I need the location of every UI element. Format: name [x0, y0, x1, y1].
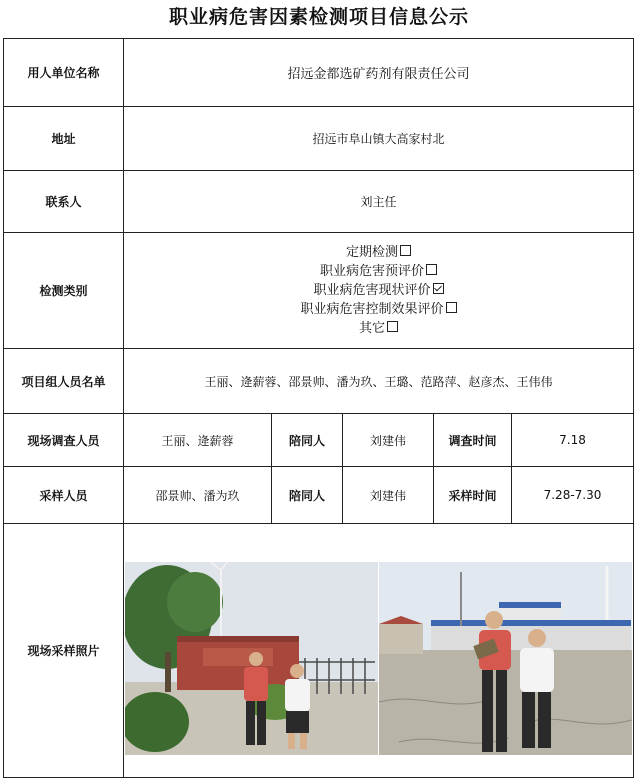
site-photo-yard — [379, 562, 632, 755]
row-photos — [4, 524, 634, 778]
photos-cell — [124, 524, 634, 778]
site-photo-gate — [125, 562, 378, 755]
sampling-label: 采样人员 — [4, 467, 124, 524]
contact-value: 刘主任 — [124, 171, 634, 233]
survey-staff: 王丽、逄薪蓉 — [124, 414, 272, 467]
survey-companion: 刘建伟 — [343, 414, 434, 467]
option-other: 其它 — [128, 319, 629, 338]
checkbox-periodic[interactable] — [400, 245, 411, 256]
detection-type-options — [124, 233, 634, 349]
address-value: 招远市阜山镇大高家村北 — [124, 107, 634, 171]
employer-label: 用人单位名称 — [4, 39, 124, 107]
detection-type-label: 检测类别 — [4, 233, 124, 349]
photos-label: 现场采样照片 — [4, 524, 124, 778]
team-value: 王丽、逄薪蓉、邵景帅、潘为玖、王璐、范路萍、赵彦杰、王伟伟 — [124, 349, 634, 414]
contact-label: 联系人 — [4, 171, 124, 233]
checkbox-control-evaluation[interactable] — [446, 302, 457, 313]
page-title: 职业病危害因素检测项目信息公示 — [168, 6, 469, 28]
row-employer — [4, 39, 634, 107]
row-sampling — [4, 467, 634, 524]
info-table — [3, 38, 634, 778]
sampling-companion: 刘建伟 — [343, 467, 434, 524]
checkbox-pre-evaluation[interactable] — [426, 264, 437, 275]
checkbox-status-evaluation[interactable] — [433, 283, 444, 294]
sampling-time: 7.28-7.30 — [512, 467, 634, 524]
sampling-companion-label: 陪同人 — [272, 467, 343, 524]
survey-time-label: 调查时间 — [434, 414, 512, 467]
photo-strip — [125, 562, 632, 755]
row-team — [4, 349, 634, 414]
survey-companion-label: 陪同人 — [272, 414, 343, 467]
row-contact — [4, 171, 634, 233]
team-label: 项目组人员名单 — [4, 349, 124, 414]
address-label: 地址 — [4, 107, 124, 171]
sampling-time-label: 采样时间 — [434, 467, 512, 524]
checkbox-other[interactable] — [387, 321, 398, 332]
option-control-evaluation: 职业病危害控制效果评价 — [128, 300, 629, 319]
option-periodic: 定期检测 — [128, 243, 629, 262]
row-address — [4, 107, 634, 171]
option-pre-evaluation: 职业病危害预评价 — [128, 262, 629, 281]
survey-time: 7.18 — [512, 414, 634, 467]
row-detection-type — [4, 233, 634, 349]
row-survey — [4, 414, 634, 467]
employer-value: 招远金都选矿药剂有限责任公司 — [124, 39, 634, 107]
option-status-evaluation: 职业病危害现状评价 — [128, 281, 629, 300]
survey-label: 现场调查人员 — [4, 414, 124, 467]
sampling-staff: 邵景帅、潘为玖 — [124, 467, 272, 524]
